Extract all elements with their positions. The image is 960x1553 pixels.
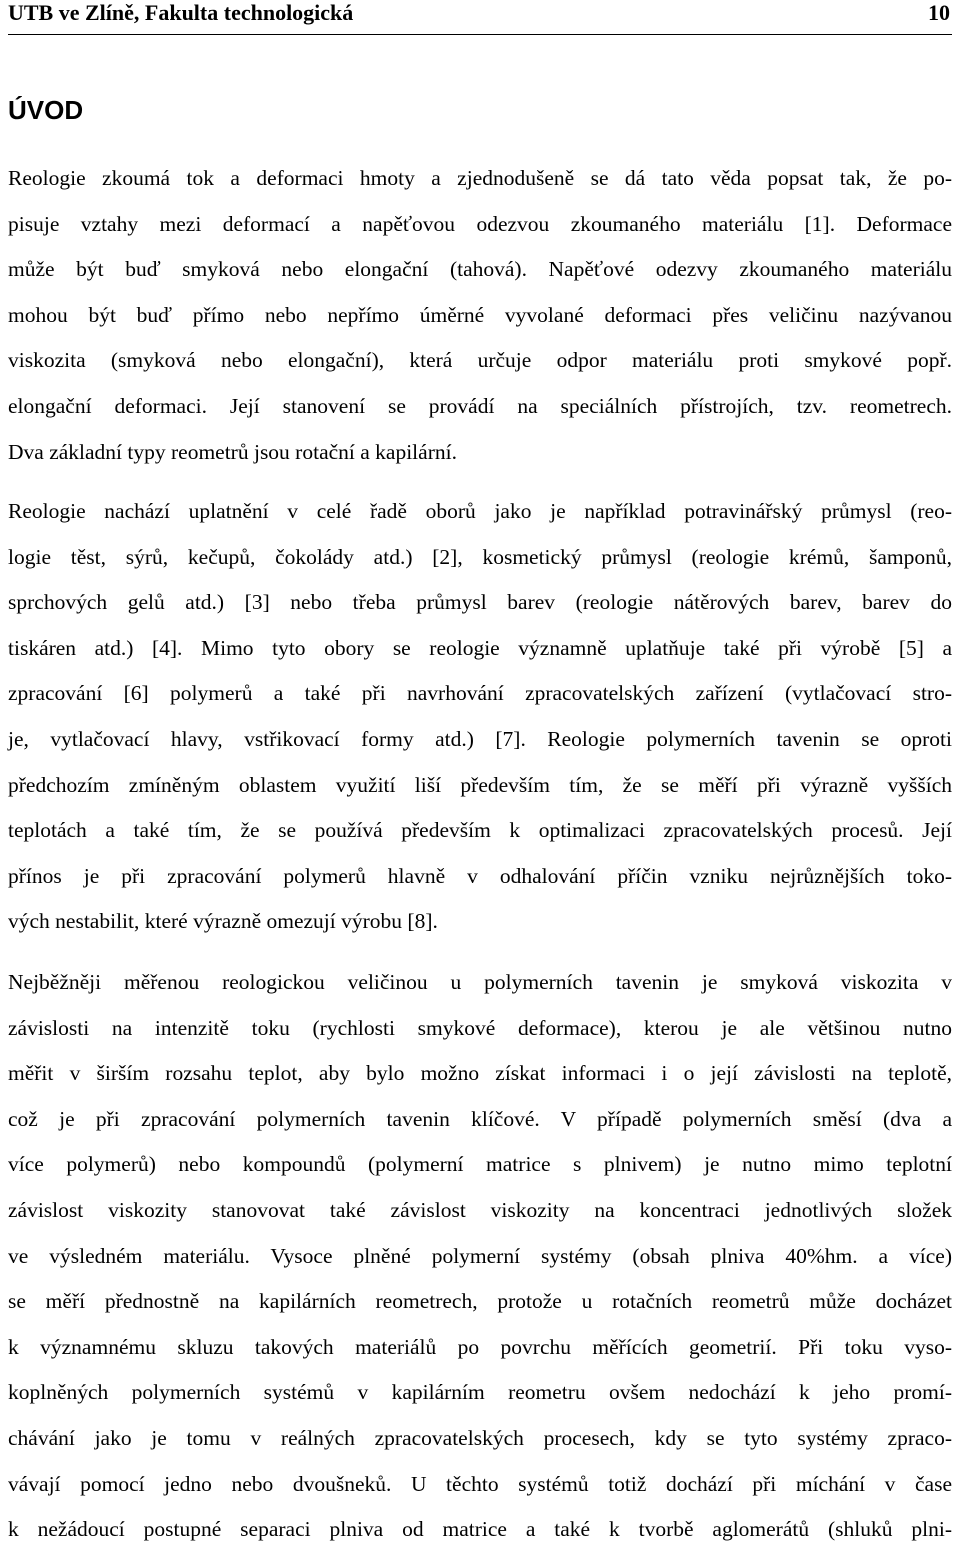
text-line: ve výsledném materiálu. Vysoce plněné polymerní systémy (obsah plniva 40%hm. a více)	[8, 1243, 952, 1268]
section-heading: ÚVOD	[8, 95, 84, 125]
text-line: více polymerů) nebo kompoundů (polymerní matrice s plnivem) je nutno mimo teplotní	[8, 1152, 952, 1177]
text-line: závislost viskozity stanovovat také závislost viskozity na koncentraci jednotlivých složek	[8, 1197, 952, 1222]
text-line: se měří přednostně na kapilárních reometrech, protože u rotačních reometrů může docházet	[8, 1289, 952, 1314]
text-line: chávání jako je tomu v reálných zpracovatelských procesech, kdy se tyto systémy zpraco-	[8, 1425, 952, 1450]
text-line: k nežádoucí postupné separaci plniva od matrice a také k tvorbě aglomerátů (shluků plni-	[8, 1517, 952, 1542]
text-line: elongační deformaci. Její stanovení se provádí na speciálních přístrojích, tzv. reometrech.	[8, 393, 952, 418]
text-line: mohou být buď přímo nebo nepřímo úměrné vyvolané deformaci přes veličinu nazývanou	[8, 302, 952, 327]
text-line: koplněných polymerních systémů v kapilárním reometru ovšem nedochází k jeho promí-	[8, 1380, 952, 1405]
text-line: měřit v širším rozsahu teplot, aby bylo možno získat informaci i o její závislosti na teplotě,	[8, 1061, 952, 1086]
text-line: což je při zpracování polymerních tavenin klíčové. V případě polymerních směsí (dva a	[8, 1106, 952, 1131]
paragraph-3	[8, 960, 952, 1553]
paragraph-1	[8, 156, 952, 475]
text-line: Reologie nachází uplatnění v celé řadě oborů jako je například potravinářský průmysl (reo-	[8, 499, 952, 523]
text-line: k významnému skluzu takových materiálů po povrchu měřících geometrií. Při toku vyso-	[8, 1334, 952, 1359]
text-line: sprchových gelů atd.) [3] nebo třeba průmysl barev (reologie nátěrových barev, barev do	[8, 590, 952, 615]
text-line: přínos je při zpracování polymerů hlavně v odhalování příčin vzniku nejrůznějších toko-	[8, 863, 952, 888]
header-title: UTB ve Zlíně, Fakulta technologická	[8, 0, 354, 25]
text-line: vávají pomocí jedno nebo dvoušneků. U těchto systémů totiž dochází při míchání v čase	[8, 1471, 952, 1496]
text-line: zpracování [6] polymerů a také při navrhování zpracovatelských zařízení (vytlačovací stro-	[8, 681, 952, 706]
paragraph-2	[8, 489, 952, 945]
text-line: logie těst, sýrů, kečupů, čokolády atd.) [2], kosmetický průmysl (reologie krémů, šamponů,	[8, 544, 952, 569]
text-line: Dva základní typy reometrů jsou rotační a kapilární.	[8, 439, 457, 464]
text-line: pisuje vztahy mezi deformací a napěťovou odezvou zkoumaného materiálu [1]. Deformace	[8, 211, 952, 236]
text-line: závislosti na intenzitě toku (rychlosti smykové deformace), kterou je ale většinou nutno	[8, 1015, 952, 1040]
text-line: Reologie zkoumá tok a deformaci hmoty a zjednodušeně se dá tato věda popsat tak, že po-	[8, 166, 952, 190]
text-line: může být buď smyková nebo elongační (tahová). Napěťové odezvy zkoumaného materiálu	[8, 257, 952, 282]
running-header	[8, 0, 952, 35]
text-line: tiskáren atd.) [4]. Mimo tyto obory se reologie významně uplatňuje také při výrobě [5] a	[8, 635, 952, 660]
text-line: Nejběžněji měřenou reologickou veličinou u polymerních tavenin je smyková viskozita v	[8, 970, 952, 994]
text-line: viskozita (smyková nebo elongační), která určuje odpor materiálu proti smykové popř.	[8, 348, 952, 373]
text-line: teplotách a také tím, že se používá především k optimalizaci zpracovatelských procesů. Její	[8, 818, 952, 843]
page-number: 10	[928, 0, 950, 25]
text-line: vých nestabilit, které výrazně omezují výrobu [8].	[8, 909, 438, 934]
text-line: předchozím zmíněným oblastem využití liší především tím, že se měří při výrazně vyšších	[8, 772, 952, 797]
text-line: je, vytlačovací hlavy, vstřikovací formy atd.) [7]. Reologie polymerních tavenin se oproti	[8, 726, 952, 751]
